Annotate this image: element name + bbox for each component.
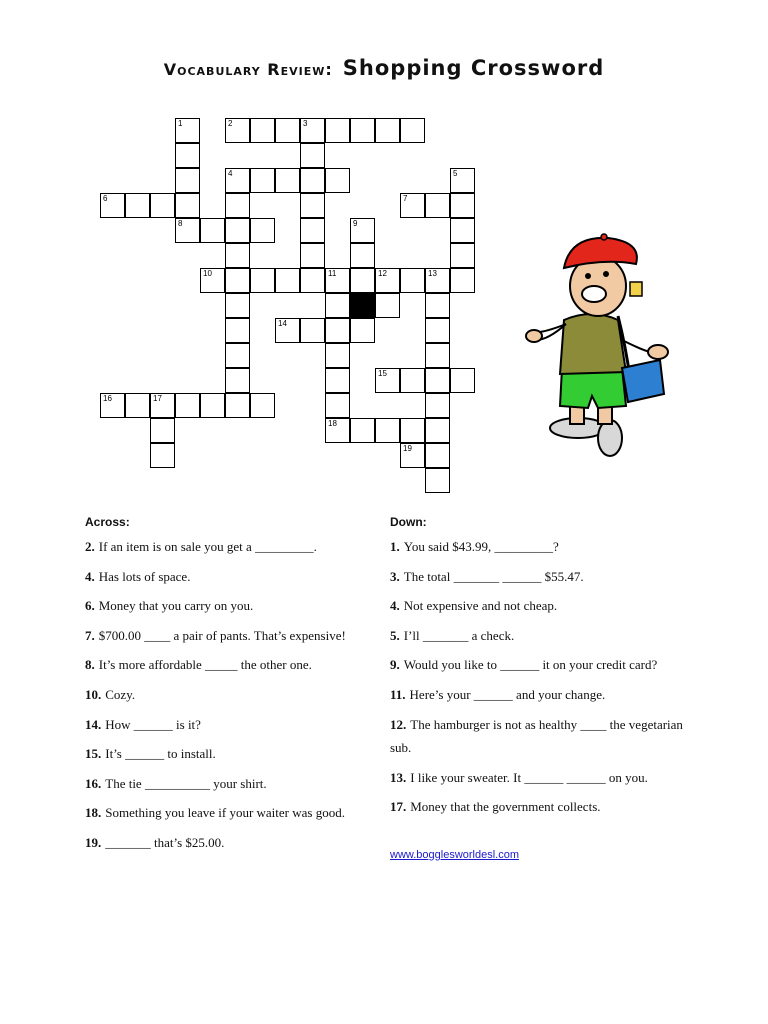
clue-text: _______ that’s $25.00.: [105, 834, 225, 850]
clue-text: Has lots of space.: [98, 568, 191, 584]
clue-text: How ______ is it?: [105, 716, 201, 732]
clue-num: 4.: [85, 568, 95, 584]
grid-cell[interactable]: [150, 418, 175, 443]
grid-block: [350, 293, 375, 318]
grid-cell[interactable]: [300, 143, 325, 168]
grid-cell[interactable]: [225, 218, 250, 243]
clue-num: 19.: [85, 834, 102, 850]
grid-cell[interactable]: [400, 193, 425, 218]
grid-cell[interactable]: [275, 318, 300, 343]
grid-cell[interactable]: [350, 418, 375, 443]
grid-cell[interactable]: [425, 418, 450, 443]
title-main: Shopping Crossword: [342, 56, 605, 80]
clue-number: 6: [103, 194, 108, 203]
clue-num: 6.: [85, 598, 95, 614]
clue-number: 8: [178, 219, 183, 228]
clue-text: I like your sweater. It ______ ______ on you.: [410, 769, 648, 785]
grid-cell[interactable]: [300, 168, 325, 193]
across-clue: [85, 739, 385, 769]
grid-cell[interactable]: [175, 193, 200, 218]
grid-cell[interactable]: [125, 393, 150, 418]
clue-text: The tie __________ your shirt.: [105, 775, 267, 791]
grid-cell[interactable]: [200, 268, 225, 293]
grid-cell[interactable]: [375, 293, 400, 318]
across-clue: [85, 591, 385, 621]
grid-cell[interactable]: [250, 218, 275, 243]
down-clue: [390, 710, 690, 763]
grid-cell[interactable]: [425, 293, 450, 318]
grid-cell[interactable]: [125, 193, 150, 218]
down-clue: [390, 562, 690, 592]
clue-text: It’s more affordable _____ the other one.: [98, 657, 312, 673]
grid-cell[interactable]: [300, 243, 325, 268]
grid-cell[interactable]: [400, 368, 425, 393]
grid-cell[interactable]: [325, 293, 350, 318]
clue-number: 19: [403, 444, 412, 453]
across-clues: [85, 512, 385, 858]
clue-number: 12: [378, 269, 387, 278]
clue-number: 4: [228, 169, 233, 178]
grid-cell[interactable]: [225, 168, 250, 193]
grid-cell[interactable]: [175, 143, 200, 168]
clue-num: 17.: [390, 799, 407, 815]
grid-cell[interactable]: [325, 118, 350, 143]
clue-num: 18.: [85, 805, 102, 821]
grid-cell[interactable]: [425, 268, 450, 293]
across-clue: [85, 680, 385, 710]
clue-number: 16: [103, 394, 112, 403]
grid-cell[interactable]: [225, 268, 250, 293]
clue-number: 5: [453, 169, 458, 178]
clue-num: 1.: [390, 539, 400, 554]
grid-cell[interactable]: [450, 168, 475, 193]
clue-text: Not expensive and not cheap.: [403, 598, 558, 614]
grid-cell[interactable]: [300, 318, 325, 343]
clue-text: I’ll _______ a check.: [403, 627, 515, 643]
across-clue-list: [85, 532, 385, 858]
clue-number: 1: [178, 119, 183, 128]
down-clue: [390, 650, 690, 680]
grid-cell[interactable]: [300, 268, 325, 293]
grid-cell[interactable]: [225, 368, 250, 393]
grid-cell[interactable]: [325, 343, 350, 368]
grid-cell[interactable]: [425, 443, 450, 468]
grid-cell[interactable]: [375, 368, 400, 393]
grid-cell[interactable]: [450, 268, 475, 293]
grid-cell[interactable]: [100, 393, 125, 418]
clue-num: 13.: [390, 769, 407, 785]
down-clue: [390, 621, 690, 651]
grid-cell[interactable]: [325, 418, 350, 443]
clue-number: 11: [328, 269, 337, 278]
clue-num: 14.: [85, 716, 102, 732]
grid-cell[interactable]: [225, 393, 250, 418]
clue-num: 2.: [85, 539, 95, 554]
grid-cell[interactable]: [200, 218, 225, 243]
grid-cell[interactable]: [350, 268, 375, 293]
clue-num: 16.: [85, 775, 102, 791]
grid-cell[interactable]: [425, 318, 450, 343]
grid-cell[interactable]: [325, 268, 350, 293]
clue-number: 14: [278, 319, 287, 328]
down-clue: [390, 763, 690, 793]
across-clue: [85, 828, 385, 858]
grid-cell[interactable]: [450, 193, 475, 218]
grid-cell[interactable]: [325, 318, 350, 343]
grid-cell[interactable]: [225, 343, 250, 368]
clue-num: 15.: [85, 746, 102, 762]
title-prefix: Vocabulary Review:: [163, 60, 333, 79]
down-clue-list: [390, 532, 690, 822]
grid-cell[interactable]: [250, 268, 275, 293]
clue-text: If an item is on sale you get a _________.: [98, 539, 317, 554]
clue-number: 9: [353, 219, 358, 228]
down-clue: [390, 532, 690, 562]
grid-cell[interactable]: [350, 218, 375, 243]
grid-cell[interactable]: [300, 193, 325, 218]
clue-number: 18: [328, 419, 337, 428]
grid-cell[interactable]: [250, 118, 275, 143]
clue-text: Cozy.: [105, 686, 136, 702]
grid-cell[interactable]: [350, 318, 375, 343]
clue-number: 17: [153, 394, 162, 403]
grid-cell[interactable]: [325, 168, 350, 193]
clue-number: 2: [228, 119, 233, 128]
across-clue: [85, 710, 385, 740]
shopper-illustration: [518, 228, 678, 468]
clue-text: Something you leave if your waiter was good.: [105, 805, 345, 821]
clue-num: 11.: [390, 686, 406, 702]
clue-num: 4.: [390, 598, 400, 614]
grid-cell[interactable]: [350, 243, 375, 268]
grid-cell[interactable]: [300, 118, 325, 143]
grid-cell[interactable]: [175, 168, 200, 193]
clue-number: 15: [378, 369, 387, 378]
clue-number: 3: [303, 119, 308, 128]
clue-num: 7.: [85, 627, 95, 643]
grid-cell[interactable]: [375, 418, 400, 443]
grid-cell[interactable]: [225, 118, 250, 143]
clue-num: 12.: [390, 716, 407, 732]
across-clue: [85, 650, 385, 680]
grid-cell[interactable]: [250, 393, 275, 418]
across-heading: Across:: [85, 515, 130, 529]
grid-cell[interactable]: [425, 343, 450, 368]
across-clue: [85, 769, 385, 799]
grid-cell[interactable]: [275, 168, 300, 193]
grid-cell[interactable]: [425, 193, 450, 218]
across-clue: [85, 621, 385, 651]
grid-cell[interactable]: [200, 393, 225, 418]
clue-num: 9.: [390, 657, 400, 673]
grid-cell[interactable]: [225, 293, 250, 318]
grid-cell[interactable]: [450, 218, 475, 243]
grid-cell[interactable]: [450, 368, 475, 393]
grid-cell[interactable]: [225, 243, 250, 268]
clue-num: 10.: [85, 686, 102, 702]
grid-cell[interactable]: [175, 393, 200, 418]
down-clues: [390, 512, 690, 822]
clue-text: It’s ______ to install.: [105, 746, 216, 762]
grid-cell[interactable]: [425, 393, 450, 418]
clue-text: $700.00 ____ a pair of pants. That’s expensive!: [98, 627, 346, 643]
grid-cell[interactable]: [150, 193, 175, 218]
clue-num: 3.: [390, 568, 400, 584]
clue-number: 13: [428, 269, 437, 278]
grid-cell[interactable]: [400, 443, 425, 468]
clue-text: You said $43.99, _________?: [403, 539, 559, 554]
clue-text: Would you like to ______ it on your credit card?: [403, 657, 658, 673]
clue-number: 10: [203, 269, 212, 278]
clue-num: 8.: [85, 657, 95, 673]
grid-cell[interactable]: [325, 368, 350, 393]
down-clue: [390, 792, 690, 822]
grid-cell[interactable]: [175, 118, 200, 143]
grid-cell[interactable]: [275, 268, 300, 293]
grid-cell[interactable]: [150, 393, 175, 418]
grid-cell[interactable]: [300, 218, 325, 243]
down-clue: [390, 591, 690, 621]
clue-text: The hamburger is not as healthy ____ the vegetarian sub.: [390, 716, 683, 755]
across-clue: [85, 798, 385, 828]
grid-cell[interactable]: [400, 268, 425, 293]
down-clue: [390, 680, 690, 710]
grid-cell[interactable]: [400, 418, 425, 443]
grid-cell[interactable]: [250, 168, 275, 193]
grid-cell[interactable]: [450, 243, 475, 268]
across-clue: [85, 532, 385, 562]
across-clue: [85, 562, 385, 592]
grid-cell[interactable]: [150, 443, 175, 468]
grid-cell[interactable]: [175, 218, 200, 243]
grid-cell[interactable]: [325, 393, 350, 418]
grid-cell[interactable]: [225, 318, 250, 343]
clue-text: Money that you carry on you.: [98, 598, 254, 614]
grid-cell[interactable]: [225, 193, 250, 218]
grid-cell[interactable]: [375, 118, 400, 143]
clue-text: The total _______ ______ $55.47.: [403, 568, 584, 584]
down-heading: Down:: [390, 515, 427, 529]
grid-cell[interactable]: [350, 118, 375, 143]
clue-number: 7: [403, 194, 408, 203]
clue-num: 5.: [390, 627, 400, 643]
grid-cell[interactable]: [275, 118, 300, 143]
grid-cell[interactable]: [425, 368, 450, 393]
website-link[interactable]: www.bogglesworldesl.com: [390, 849, 519, 861]
grid-cell[interactable]: [425, 468, 450, 493]
grid-cell[interactable]: [400, 118, 425, 143]
clue-text: Here’s your ______ and your change.: [409, 686, 606, 702]
grid-cell[interactable]: [375, 268, 400, 293]
clue-text: Money that the government collects.: [410, 799, 601, 815]
grid-cell[interactable]: [100, 193, 125, 218]
